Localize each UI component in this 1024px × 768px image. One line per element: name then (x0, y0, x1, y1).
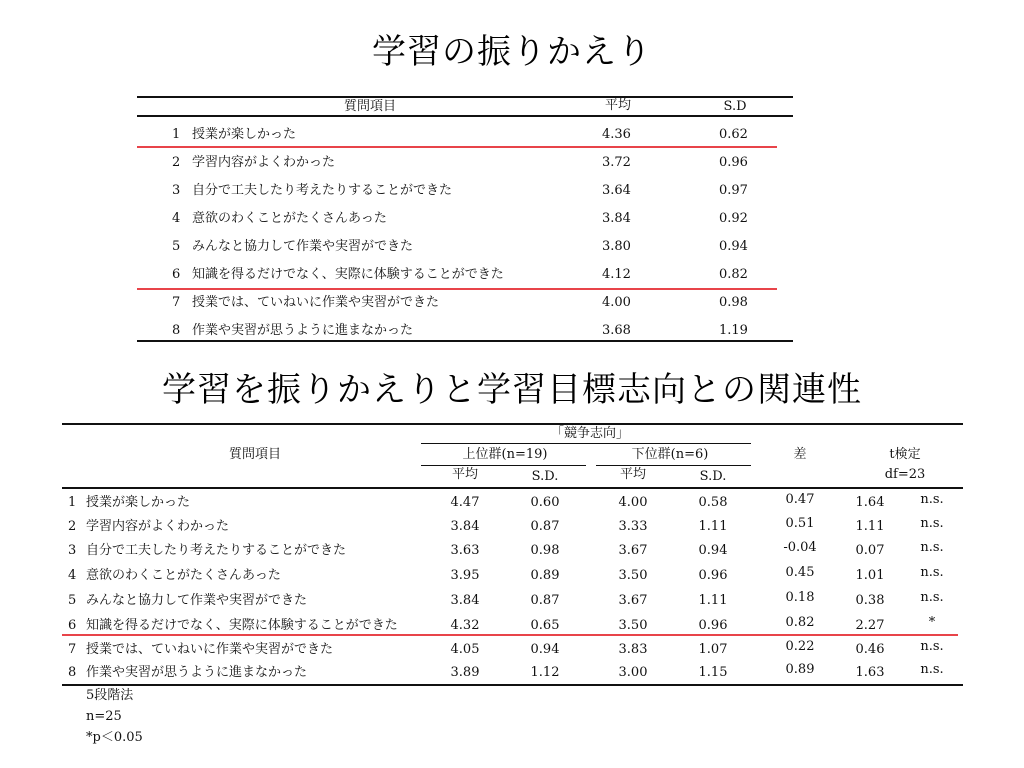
row-lower-mean: 4.00 (618, 495, 648, 510)
column-header-diff: 差 (793, 447, 807, 462)
row-upper-mean: 4.32 (450, 618, 480, 633)
row-item: みんなと協力して作業や実習ができた (192, 239, 414, 254)
row-number: 6 (172, 267, 181, 282)
table-header-rule (62, 487, 963, 489)
row-mean: 3.80 (602, 239, 631, 254)
column-header-df: df=23 (884, 467, 926, 482)
row-mean: 3.64 (602, 183, 631, 198)
row-diff: 0.82 (785, 615, 815, 630)
row-mean: 3.68 (602, 323, 631, 338)
column-header-upper: 上位群(n=19) (462, 447, 548, 462)
row-mean: 3.72 (602, 155, 631, 170)
row-number: 6 (68, 618, 77, 633)
row-mean: 4.36 (602, 127, 631, 142)
row-item: 学習内容がよくわかった (86, 519, 230, 534)
row-sd: 1.19 (719, 323, 748, 338)
row-upper-mean: 3.89 (450, 665, 480, 680)
row-upper-mean: 3.63 (450, 543, 480, 558)
row-item: 自分で工夫したり考えたりすることができた (192, 183, 453, 198)
footnote: n=25 (86, 709, 122, 724)
column-header-mean: 平均 (604, 98, 631, 113)
row-t-value: 0.38 (855, 593, 885, 608)
column-header-upper-mean: 平均 (451, 467, 478, 482)
row-number: 2 (68, 519, 77, 534)
row-item: 知識を得るだけでなく、実際に体験することができた (86, 618, 398, 633)
table-header-rule (137, 115, 793, 117)
row-sd: 0.92 (719, 211, 748, 226)
table-bottom-rule (137, 340, 793, 342)
row-lower-sd: 0.96 (698, 618, 728, 633)
row-item: 意欲のわくことがたくさんあった (192, 211, 387, 226)
row-number: 5 (172, 239, 181, 254)
row-t-value: 1.11 (855, 519, 885, 534)
row-upper-mean: 3.84 (450, 519, 480, 534)
upper-group-rule (421, 465, 586, 466)
row-upper-sd: 0.65 (530, 618, 560, 633)
section-title: 学習を振りかえりと学習目標志向との関連性 (162, 370, 862, 410)
row-lower-mean: 3.50 (618, 568, 648, 583)
row-upper-mean: 4.05 (450, 642, 480, 657)
row-sd: 0.62 (719, 127, 748, 142)
row-significance: n.s. (920, 492, 944, 507)
row-item: 自分で工夫したり考えたりすることができた (86, 543, 347, 558)
row-mean: 3.84 (602, 211, 631, 226)
row-t-value: 0.07 (855, 543, 885, 558)
row-lower-sd: 0.96 (698, 568, 728, 583)
table-top-rule (137, 96, 793, 98)
row-number: 1 (172, 127, 181, 142)
row-number: 2 (172, 155, 181, 170)
row-number: 4 (68, 568, 77, 583)
row-upper-sd: 0.87 (530, 593, 560, 608)
row-number: 3 (68, 543, 77, 558)
row-diff: 0.18 (785, 590, 815, 605)
column-header-lower: 下位群(n=6) (631, 447, 709, 462)
column-header-lower-sd: S.D. (699, 469, 727, 484)
row-item: 作業や実習が思うように進まなかった (86, 665, 308, 680)
footnote: *p＜0.05 (86, 730, 143, 745)
row-diff: 0.22 (785, 639, 815, 654)
row-number: 1 (68, 495, 77, 510)
row-lower-mean: 3.83 (618, 642, 648, 657)
row-t-value: 1.63 (855, 665, 885, 680)
row-number: 5 (68, 593, 77, 608)
row-item: 授業が楽しかった (192, 127, 297, 142)
row-number: 7 (68, 642, 77, 657)
row-sd: 0.96 (719, 155, 748, 170)
table-top-rule (62, 423, 963, 425)
row-upper-sd: 0.87 (530, 519, 560, 534)
column-header-ttest: t検定 (889, 447, 921, 462)
row-item: 授業では、ていねいに作業や実習ができた (192, 295, 440, 310)
row-diff: 0.51 (785, 516, 815, 531)
row-significance: n.s. (920, 639, 944, 654)
row-lower-sd: 0.94 (698, 543, 728, 558)
table-bottom-rule (62, 684, 963, 686)
row-diff: -0.04 (783, 540, 817, 555)
row-lower-sd: 1.07 (698, 642, 728, 657)
row-lower-sd: 1.11 (698, 519, 728, 534)
row-t-value: 2.27 (855, 618, 885, 633)
row-t-value: 0.46 (855, 642, 885, 657)
row-upper-mean: 4.47 (450, 495, 480, 510)
row-lower-mean: 3.50 (618, 618, 648, 633)
row-item: 授業では、ていねいに作業や実習ができた (86, 642, 334, 657)
row-t-value: 1.01 (855, 568, 885, 583)
row-t-value: 1.64 (855, 495, 885, 510)
row-sd: 0.94 (719, 239, 748, 254)
row-mean: 4.00 (602, 295, 631, 310)
row-lower-mean: 3.67 (618, 543, 648, 558)
row-significance: n.s. (920, 516, 944, 531)
row-lower-mean: 3.67 (618, 593, 648, 608)
row-significance: n.s. (920, 590, 944, 605)
row-lower-sd: 1.15 (698, 665, 728, 680)
row-number: 8 (68, 665, 77, 680)
highlight-rule (137, 146, 777, 148)
row-item: 意欲のわくことがたくさんあった (86, 568, 281, 583)
row-lower-sd: 0.58 (698, 495, 728, 510)
row-upper-sd: 0.94 (530, 642, 560, 657)
row-item: 授業が楽しかった (86, 495, 191, 510)
row-item: 作業や実習が思うように進まなかった (192, 323, 414, 338)
row-diff: 0.47 (785, 492, 815, 507)
row-number: 4 (172, 211, 181, 226)
row-upper-mean: 3.95 (450, 568, 480, 583)
row-significance: n.s. (920, 565, 944, 580)
row-lower-mean: 3.00 (618, 665, 648, 680)
footnote: 5段階法 (86, 688, 134, 703)
row-significance: n.s. (920, 540, 944, 555)
column-header-lower-mean: 平均 (619, 467, 646, 482)
row-significance: n.s. (920, 662, 944, 677)
lower-group-rule (596, 465, 751, 466)
page-title: 学習の振りかえり (372, 32, 652, 72)
column-header-upper-sd: S.D. (531, 469, 559, 484)
row-number: 7 (172, 295, 181, 310)
row-item: 学習内容がよくわかった (192, 155, 336, 170)
row-number: 3 (172, 183, 181, 198)
row-number: 8 (172, 323, 181, 338)
group-rule (421, 443, 751, 444)
row-upper-sd: 0.89 (530, 568, 560, 583)
row-significance: * (928, 615, 936, 630)
row-upper-sd: 1.12 (530, 665, 560, 680)
row-lower-mean: 3.33 (618, 519, 648, 534)
highlight-rule (137, 288, 777, 290)
column-header-group: 「競争志向」 (550, 426, 629, 441)
column-header-item: 質問項目 (228, 447, 281, 462)
highlight-rule (62, 634, 958, 636)
column-header-sd: S.D (723, 99, 747, 114)
row-sd: 0.82 (719, 267, 748, 282)
row-upper-sd: 0.98 (530, 543, 560, 558)
row-diff: 0.45 (785, 565, 815, 580)
row-mean: 4.12 (602, 267, 631, 282)
row-item: みんなと協力して作業や実習ができた (86, 593, 308, 608)
row-lower-sd: 1.11 (698, 593, 728, 608)
row-upper-sd: 0.60 (530, 495, 560, 510)
row-sd: 0.98 (719, 295, 748, 310)
row-sd: 0.97 (719, 183, 748, 198)
column-header-item: 質問項目 (343, 99, 396, 114)
row-item: 知識を得るだけでなく、実際に体験することができた (192, 267, 504, 282)
row-upper-mean: 3.84 (450, 593, 480, 608)
row-diff: 0.89 (785, 662, 815, 677)
